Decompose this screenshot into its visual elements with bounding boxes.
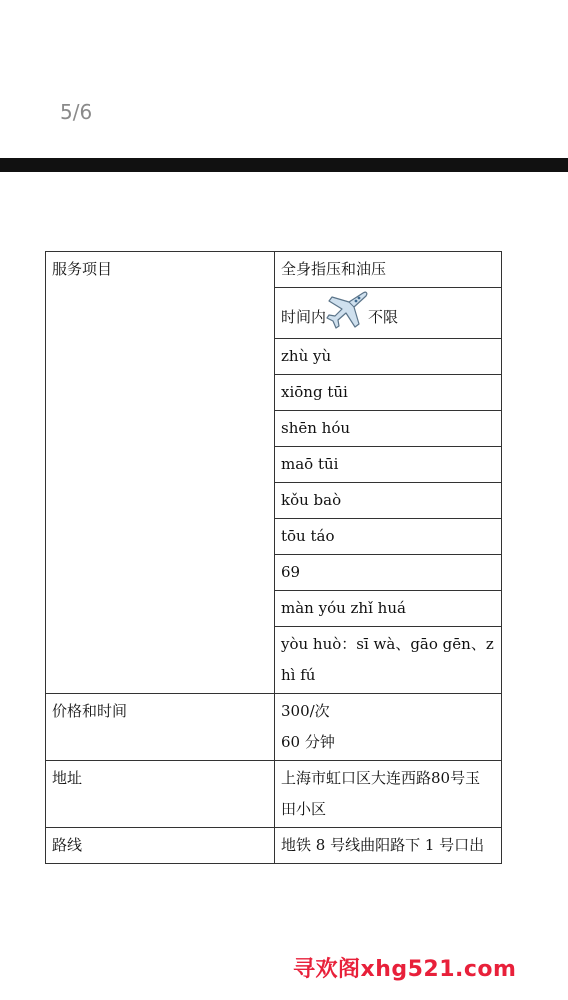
divider-bar	[0, 158, 568, 172]
address-value: 上海市虹口区大连西路80号玉田小区	[275, 761, 502, 828]
service-time-cell	[275, 288, 502, 339]
route-label: 路线	[46, 828, 275, 864]
service-item: maō tūi	[275, 447, 502, 483]
table-row	[46, 761, 502, 828]
price-value: 300/次	[281, 702, 330, 720]
page-indicator: 5/6	[60, 100, 93, 124]
table-row	[46, 828, 502, 864]
table-row	[46, 694, 502, 761]
duration-value: 60 分钟	[281, 733, 335, 751]
service-item: kǒu baò	[275, 483, 502, 519]
time-prefix: 时间内	[281, 308, 327, 326]
service-item: 69	[275, 555, 502, 591]
price-cell	[275, 694, 502, 761]
price-label: 价格和时间	[46, 694, 275, 761]
service-title: 全身指压和油压	[275, 252, 502, 288]
service-item: màn yóu zhǐ huá	[275, 591, 502, 627]
watermark: 寻欢阁xhg521.com	[293, 957, 517, 982]
service-item: yòu huò：sī wà、gāo gēn、zhì fú	[275, 627, 502, 694]
table-row	[46, 252, 502, 288]
service-info-table	[45, 251, 502, 864]
time-suffix: 不限	[368, 308, 399, 326]
service-item: zhù yù	[275, 339, 502, 375]
address-label: 地址	[46, 761, 275, 828]
airplane-icon	[326, 290, 368, 330]
service-item: tōu táo	[275, 519, 502, 555]
service-item: shēn hóu	[275, 411, 502, 447]
route-value: 地铁 8 号线曲阳路下 1 号口出	[275, 828, 502, 864]
service-label: 服务项目	[46, 252, 275, 694]
service-item: xiōng tūi	[275, 375, 502, 411]
